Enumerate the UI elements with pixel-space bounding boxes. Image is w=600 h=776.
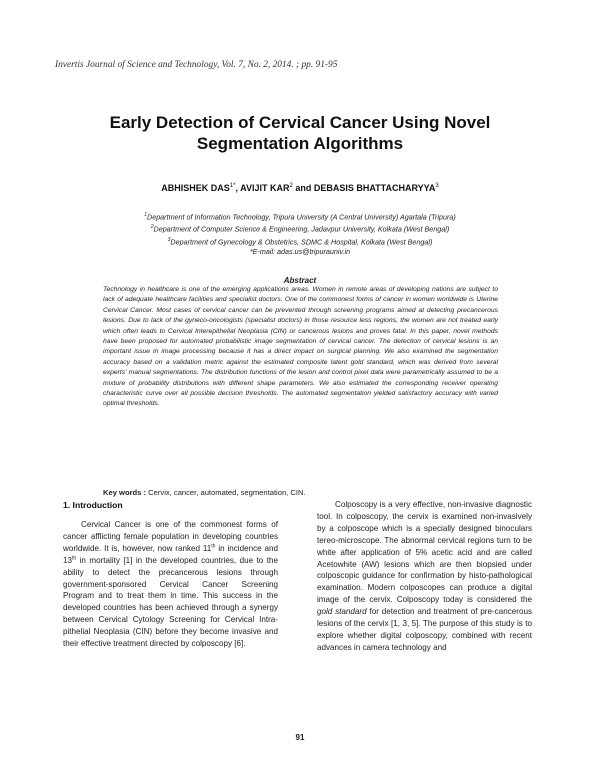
title-line-1: Early Detection of Cervical Cancer Using Novel [109,113,491,132]
keywords [103,488,498,497]
abstract-heading: Abstract [283,276,317,285]
italic-term: gold standard [317,607,367,617]
paper-title [60,112,540,154]
author-1-affil-mark: 1* [229,183,236,189]
affil-text: Department of Gynecology & Obstetrics, SDMC & Hospital, Kolkata (West Bengal) [170,237,433,247]
ordinal-sup: th [211,543,216,550]
text-run: Colposcopy is a very effective, non-invasive diagnostic tool. In colposcopy, the cervix is examined non-invasively by a colposcope which is a specially designed binoculars tereo-microscope. The abnormal cervical regions turn to be white after application of 5% acetic acid and are called Acetowhite (AW) lesions which are then biopsied under colposcopic guidance for confirmation by histo-pathological examination. Modern colposcopes can produce a digital image of the cervix. Colposcopy today is considered the [317,500,532,605]
title-line-2: Segmentation Algorithms [196,134,404,153]
affiliation-3 [60,235,540,247]
affil-text: Department of Computer Science & Engineering, Jadavpur University, Kolkata (West Bengal) [153,224,450,234]
affil-mark: 3 [167,236,171,243]
author-3: DEBASIS BHATTACHARYYA [313,183,436,193]
affil-text: Department of Information Technology, Tripura University (A Central University) Agartala (Tripura) [147,212,456,222]
right-column [317,499,532,654]
intro-paragraph-1 [63,519,278,650]
ordinal-sup: th [72,555,77,562]
author-2-affil-mark: 2 [289,183,293,189]
page-number: 91 [295,733,305,742]
keywords-text: Cervix, cancer, automated, segmentation, CIN. [146,488,306,497]
author-separator: , [235,183,241,193]
email-text: *E-mail: adas.us@tripurauniv.in [249,247,351,257]
author-list [60,183,540,193]
author-separator: and [292,183,314,193]
affil-mark: 1 [144,212,147,218]
text-run: for detection and treatment of pre-cancerous lesions of the cervix [1, 3, 5]. The purpose of this study is to explore whether digital colposcopy, combined with recent advances in camera technology and [317,607,532,652]
text-run: in incidence and 13 [63,543,279,565]
corresponding-email [60,247,540,257]
section-heading-introduction: 1. Introduction [63,500,123,510]
text-run: in mortality [1] in the developed countries, due to the ability to detect the precancerous lesions through government-sponsored Cervical Cancer Screening Program and to treat them in time. This success in the developed countries has been achieved through a synergy between Cervical Cytology Screening for Cervical Intra-pithelial Neoplasia (CIN) before they become invasive and their effective treatment directed by colposcopy [6]. [63,555,278,649]
text-run: Cervical Cancer is one of the commonest forms of cancer afflicting female population in developing countries worldwide. It is, however, now ranked 11 [63,520,278,553]
author-1: ABHISHEK DAS [161,183,230,193]
affiliations [60,210,540,257]
left-column [63,519,278,650]
affiliation-1 [60,210,540,222]
keywords-label: Key words : [103,488,147,497]
abstract-body: Technology in healthcare is one of the emerging applications areas. Women in remote areas of developing nations are subject to lack of adequate healthcare facilities and specialist doctors. One of the commonest forms of cancer in women worldwide is Uterine Cervical Cancer. Most cases of cervical cancer can be prevented through screening programs aimed at detecting precancerous lesions. Due to lack of the gyneco-oncologists (specialist doctors) in those resource less regions, the women are not treated early which often leads to Cervical Interepithelial Neoplasia (CIN) or cancerous lesions and proves fatal. In this paper, novel methods have been proposed for automated probabilistic image segmentation of cervical cancer. The detection of cervical lesions is an important issue in image processing because it has a direct impact on surgical planning. We also examined the segmentation accuracy based on a validation metric against the estimated composite latent gold standard, which was derived from several experts' manual segmentations. The distribution functions of the lesion and control pixel data were parametrically assumed to be a mixture of probability distributions with different shape parameters. We also estimated the corresponding receiver operating characteristic curve over all possible decision thresholds. The automated segmentation yielded satisfactory accuracy with varied optimal thresholds. [103,286,498,408]
affil-mark: 2 [150,224,154,231]
intro-paragraph-2 [317,499,532,654]
author-3-affil-mark: 3 [435,183,439,189]
author-2: AVIJIT KAR [240,183,290,193]
affiliation-2 [60,222,540,234]
journal-citation: Invertis Journal of Science and Technology, Vol. 7, No. 2, 2014. ; pp. 91-95 [55,60,338,70]
